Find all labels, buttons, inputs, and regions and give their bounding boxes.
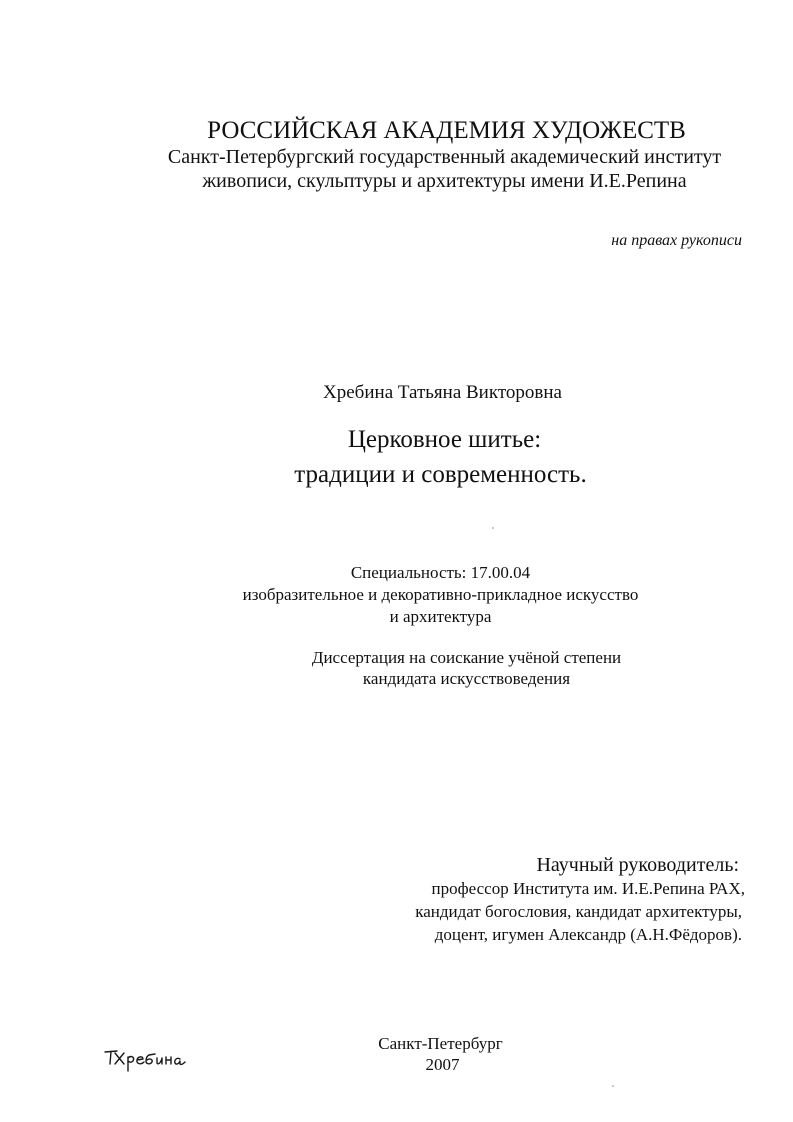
handwritten-signature xyxy=(100,1042,210,1078)
specialty-code: Специальность: 17.00.04 xyxy=(350,563,531,582)
degree-statement-line-2: кандидата искусствоведения xyxy=(362,669,571,688)
paper-speck xyxy=(492,527,494,529)
year: 2007 xyxy=(425,1055,460,1074)
academy-name: РОССИЙСКАЯ АКАДЕМИЯ ХУДОЖЕСТВ xyxy=(207,117,686,144)
supervisor-line-2: кандидат богословия, кандидат архитектуры, xyxy=(415,902,742,921)
institute-name-line-1: Санкт-Петербургский государственный академический институт xyxy=(167,146,722,168)
degree-statement-line-1: Диссертация на соискание учёной степени xyxy=(311,648,622,667)
specialty-name-line-2: и архитектура xyxy=(389,607,492,626)
manuscript-note: на правах рукописи xyxy=(611,232,742,249)
supervisor-line-3: доцент, игумен Александр (А.Н.Фёдоров). xyxy=(434,925,742,944)
supervisor-line-1: профессор Института им. И.Е.Репина РАХ, xyxy=(431,879,745,898)
dissertation-title-line-1: Церковное шитье: xyxy=(347,426,542,453)
dissertation-title-line-2: традиции и современность. xyxy=(294,461,587,488)
supervisor-heading: Научный руководитель: xyxy=(536,854,739,876)
paper-speck xyxy=(612,1085,614,1087)
city: Санкт-Петербург xyxy=(378,1034,503,1053)
institute-name-line-2: живописи, скульптуры и архитектуры имени И.Е.Репина xyxy=(202,170,687,192)
author-name: Хребина Татьяна Викторовна xyxy=(323,382,562,403)
specialty-name-line-1: изобразительное и декоративно-прикладное искусство xyxy=(242,585,639,604)
